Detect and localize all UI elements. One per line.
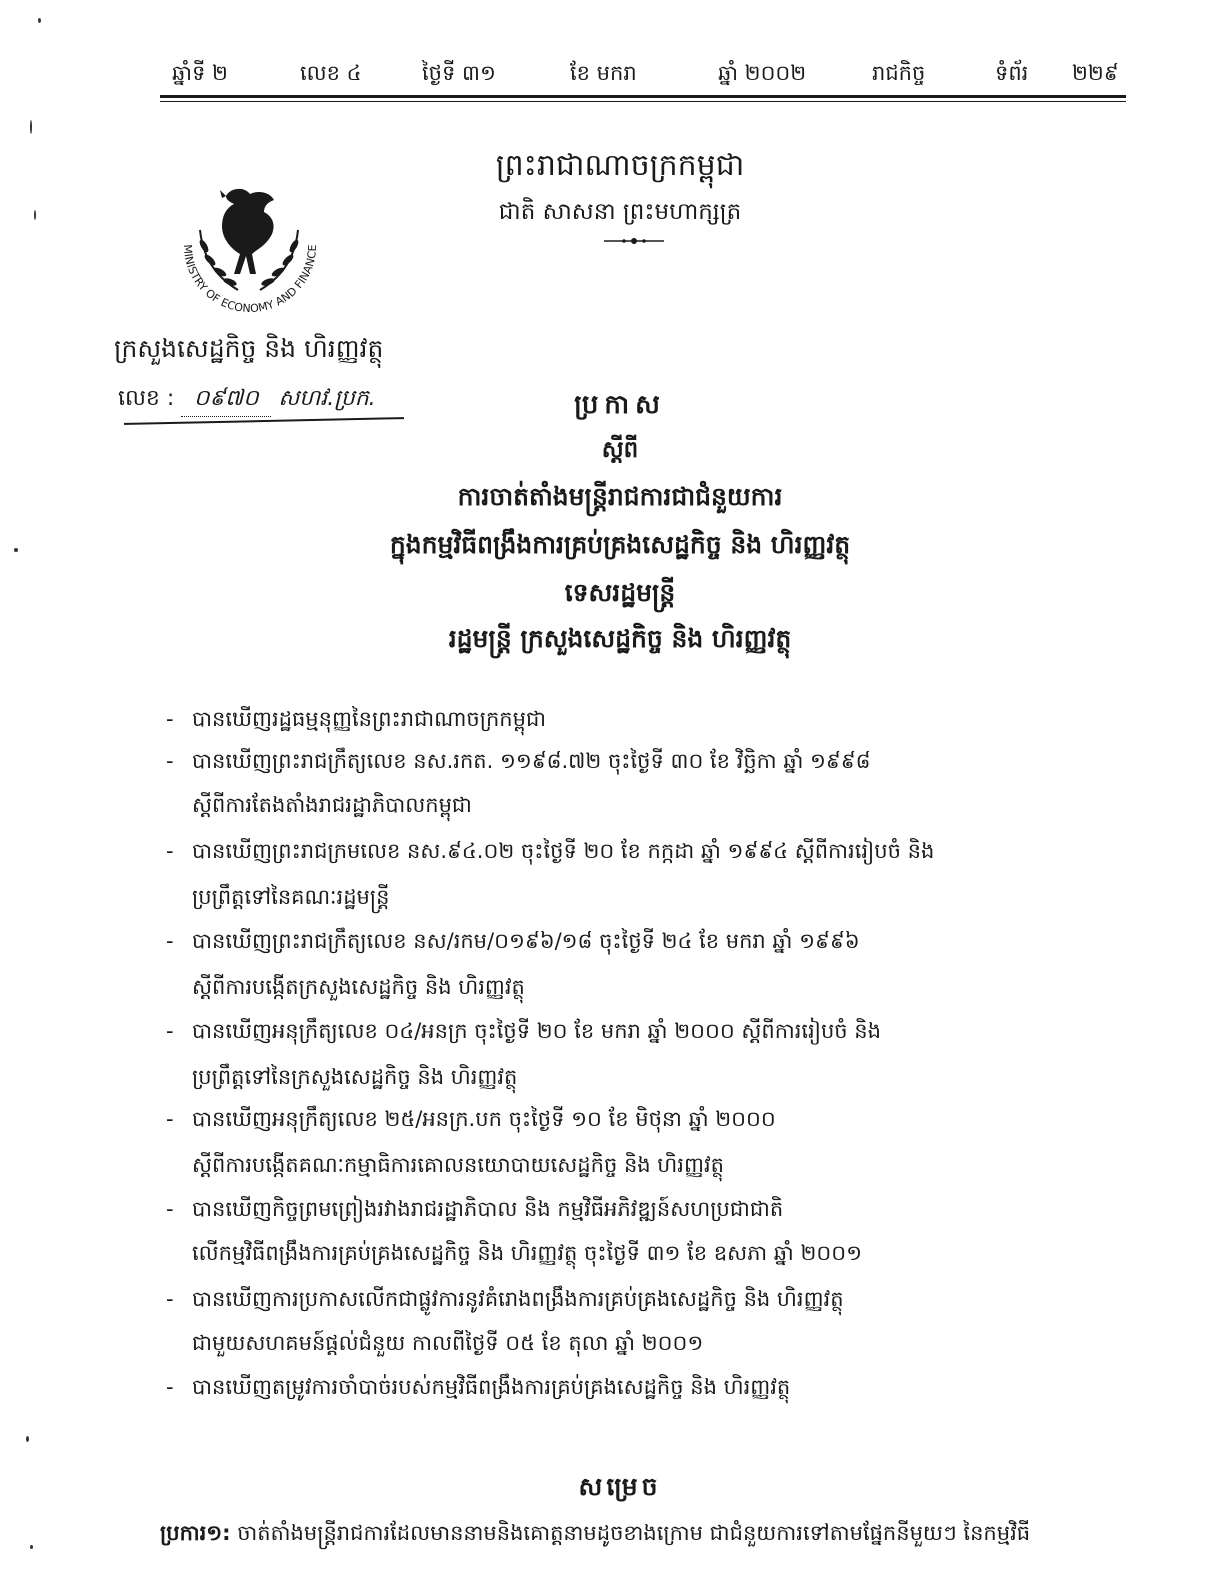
- header-issue: លេខ ៤: [300, 61, 362, 85]
- list-item: - បានឃើញរដ្ឋធម្មនុញ្ញនៃព្រះរាជាណាចក្រកម្ពុជា: [166, 707, 546, 731]
- seal-caption: MINISTRY OF ECONOMY AND FINANCE: [180, 244, 320, 316]
- ref-suffix: សហវ.ប្រក.: [278, 386, 376, 411]
- header-page-label: ទំព័រ: [995, 61, 1029, 85]
- header-gazette: រាជកិច្ច: [872, 61, 926, 85]
- ref-number: ០៩៧០: [181, 384, 271, 417]
- ministry-name: ក្រសួងសេដ្ឋកិច្ច និង ហិរញ្ញវត្ថុ: [114, 334, 384, 363]
- scan-speck: [38, 18, 41, 23]
- list-item: - បានឃើញការប្រកាសលើកជាផ្លូវការនូវគំរោងពង្រឹងការគ្រប់គ្រងសេដ្ឋកិច្ច និង ហិរញ្ញវត្ថុ ជាមួយសហគមន៍ផ្តល់ជំនួយ កាលពីថ្ងៃទី ០៥ ខែ តុលា ឆ្នាំ ២០០១: [166, 1287, 844, 1355]
- header-page-number: ២២៩: [1072, 61, 1119, 85]
- doc-type: ប្រកាស: [574, 390, 666, 420]
- list-item: - បានឃើញអនុក្រឹត្យលេខ ០៤/អនក្រ ចុះថ្ងៃទី ២០ ខែ មករា ឆ្នាំ ២០០០ ស្តីពីការរៀបចំ និង ប្រព្រឹត្តទៅនៃក្រសួងសេដ្ឋកិច្ច និង ហិរញ្ញវត្ថុ: [166, 1019, 881, 1089]
- scan-speck: [14, 548, 18, 552]
- header-cal-year: ឆ្នាំ ២០០២: [718, 61, 807, 85]
- list-item: - បានឃើញអនុក្រឹត្យលេខ ២៥/អនក្រ.បក ចុះថ្ងៃទី ១០ ខែ មិថុនា ឆ្នាំ ២០០០ ស្តីពីការបង្កើតគណៈកម្មាធិការគោលនយោបាយសេដ្ឋកិច្ច និង ហិរញ្ញវត្ថុ: [166, 1107, 776, 1177]
- kingdom-motto: ជាតិ សាសនា ព្រះមហាក្សត្រ: [498, 199, 742, 225]
- header-day: ថ្ងៃទី ៣១: [422, 61, 496, 85]
- list-item: - បានឃើញតម្រូវការចាំបាច់របស់កម្មវិធីពង្រឹងការគ្រប់គ្រងសេដ្ឋកិច្ច និង ហិរញ្ញវត្ថុ: [166, 1375, 791, 1399]
- ornament-divider-icon: [600, 234, 668, 248]
- header-rule-thin: [160, 101, 1126, 102]
- header-month: ខែ មករា: [570, 61, 637, 85]
- doc-title-line4: រដ្ឋមន្ត្រី ក្រសួងសេដ្ឋកិច្ច និង ហិរញ្ញវត្ថុ: [448, 624, 792, 653]
- doc-title-line1: ការចាត់តាំងមន្ត្រីរាជការជាជំនួយការ: [457, 482, 783, 511]
- article-1-text: ចាត់តាំងមន្ត្រីរាជការដែលមាននាមនិងគោត្តនាមដូចខាងក្រោម ជាជំនួយការទៅតាមផ្នែកនីមួយៗ នៃកម្មវិធី: [237, 1521, 1031, 1545]
- doc-title-line2: ក្នុងកម្មវិធីពង្រឹងការគ្រប់គ្រងសេដ្ឋកិច្ច និង ហិរញ្ញវត្ថុ: [389, 530, 851, 559]
- list-item: - បានឃើញព្រះរាជក្រឹត្យលេខ នស/រកម/០១៩៦/១៨ ចុះថ្ងៃទី ២៤ ខែ មករា ឆ្នាំ ១៩៩៦ ស្តីពីការបង្កើតក្រសួងសេដ្ឋកិច្ច និង ហិរញ្ញវត្ថុ: [166, 929, 860, 999]
- list-item: - បានឃើញកិច្ចព្រមព្រៀងរវាងរាជរដ្ឋាភិបាល និង កម្មវិធីអភិវឌ្ឍន៍សហប្រជាជាតិ លើកម្មវិធីពង្រឹងការគ្រប់គ្រងសេដ្ឋកិច្ច និង ហិរញ្ញវត្ថុ ចុះថ្ងៃទី ៣១ ខែ ឧសភា ឆ្នាំ ២០០១: [166, 1197, 862, 1265]
- header-year: ឆ្នាំទី ២: [172, 61, 228, 85]
- kingdom-title: ព្រះរាជាណាចក្រកម្ពុជា: [495, 148, 745, 183]
- doc-title-line3: ទេសរដ្ឋមន្ត្រី: [564, 578, 676, 607]
- scan-speck: [30, 1545, 33, 1549]
- scan-speck: [26, 1436, 29, 1442]
- list-item: - បានឃើញព្រះរាជក្រឹត្យលេខ នស.រកត. ១១៩៨.៧២ ចុះថ្ងៃទី ៣០ ខែ វិច្ឆិកា ឆ្នាំ ១៩៩៨ ស្តីពីការតែងតាំងរាជរដ្ឋាភិបាលកម្ពុជា: [166, 749, 871, 817]
- decision-heading: សម្រេច: [578, 1472, 662, 1501]
- article-1-label: ប្រការ១:: [160, 1521, 231, 1545]
- doc-about: ស្តីពី: [601, 437, 639, 463]
- list-item: - បានឃើញព្រះរាជក្រមលេខ នស.៩៤.០២ ចុះថ្ងៃទី ២០ ខែ កក្កដា ឆ្នាំ ១៩៩៤ ស្តីពីការរៀបចំ និង ប្រព្រឹត្តទៅនៃគណៈរដ្ឋមន្ត្រី: [166, 839, 935, 909]
- scan-speck: [34, 210, 36, 220]
- ref-label: លេខ :: [118, 386, 175, 411]
- scan-speck: [30, 120, 32, 134]
- header-rule: [160, 95, 1126, 98]
- article-1: [160, 1520, 1140, 1551]
